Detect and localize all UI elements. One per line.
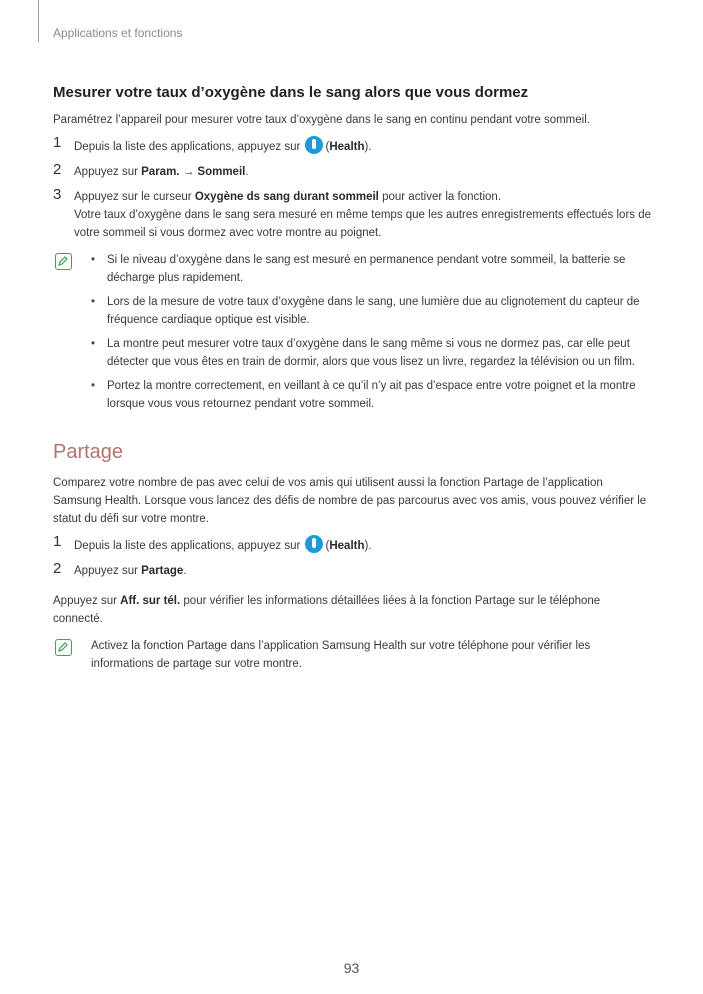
note-icon [55,253,72,270]
settings-label: Param. [141,166,180,178]
note-icon [55,639,72,656]
arrow-right-icon: → [182,166,195,178]
step-detail: Votre taux d’oxygène dans le sang sera mesuré en même temps que les autres enregistrements effectués lors de votre sommeil si vous dormez avec votre montre au poignet. [74,209,652,239]
share-intro: Comparez votre nombre de pas avec celui de vos amis qui utilisent aussi la fonction Partage de l’application Samsung Health. Lorsque vous lancez des défis de nombre de pas parcourus avec vos amis, vous pouvez vérifier le statut du défi sur votre montre. [53,477,647,525]
oxygen-sleep-switch-label: Oxygène ds sang durant sommeil [194,191,379,203]
sleep-oxygen-intro: Paramétrez l’appareil pour mesurer votre taux d’oxygène dans le sang en continu pendant votre sommeil. [53,114,590,126]
sleep-label: Sommeil [197,166,246,178]
share-heading: Partage [53,441,124,463]
share-step-1: 1 Depuis la liste des applications, appuyez sur (Health). [53,533,372,552]
step-number: 2 [53,560,62,577]
share-label: Partage [141,565,184,577]
header-divider [38,0,39,42]
step-number: 1 [53,533,62,550]
step-number: 3 [53,186,62,203]
step-number: 1 [53,134,62,151]
sleep-oxygen-heading: Mesurer votre taux d’oxygène dans le sang alors que vous dormez [53,84,529,101]
sleep-step-3: 3 Appuyez sur le curseur Oxygène ds sang durant sommeil pour activer la fonction. Votre taux d’oxygène dans le sang sera mesuré en même temps que les autres enregistrements effectués lors de votre sommeil si vous dormez avec votre montre au poignet. [53,186,652,239]
share-note-text: Activez la fonction Partage dans l’application Samsung Health sur votre téléphone pour vérifier les informations de partage sur votre montre. [91,640,591,670]
share-step-2: 2 Appuyez sur Partage. [53,560,187,577]
sleep-step-2: 2 Appuyez sur Param. → Sommeil. [53,161,249,178]
note-bullet: • Lors de la mesure de votre taux d’oxygène dans le sang, une lumière due au clignotement du capteur de fréquence cardiaque optique est visible. [91,293,653,329]
note-bullet: • Portez la montre correctement, en veillant à ce qu’il n’y ait pas d’espace entre votre poignet et la montre lorsque vous vous retournez pendant votre sommeil. [91,377,653,413]
share-note [53,637,653,673]
health-app-label: Health [329,540,365,552]
share-phone-text: Appuyez sur Aff. sur tél. pour vérifier les informations détaillées liées à la fonction Partage sur le téléphone connecté. [53,595,601,625]
note-bullet: • Si le niveau d’oxygène dans le sang est mesuré en permanence pendant votre sommeil, la batterie se décharge plus rapidement. [91,251,653,287]
note-bullet: • La montre peut mesurer votre taux d’oxygène dans le sang même si vous ne dormez pas, car elle peut détecter que vous êtes en train de dormir, alors que vous lisez un livre, regardez la télévision ou un film. [91,335,653,371]
page-content [53,84,653,673]
sleep-notes [53,251,653,413]
sleep-step-1: 1 Depuis la liste des applications, appuyez sur (Health). [53,134,372,153]
step-number: 2 [53,161,62,178]
health-app-icon [305,535,323,553]
health-app-label: Health [329,141,365,153]
section-header: Applications et fonctions [53,26,183,40]
health-app-icon [305,136,323,154]
page-number: 93 [343,960,360,976]
view-on-phone-label: Aff. sur tél. [120,595,181,607]
